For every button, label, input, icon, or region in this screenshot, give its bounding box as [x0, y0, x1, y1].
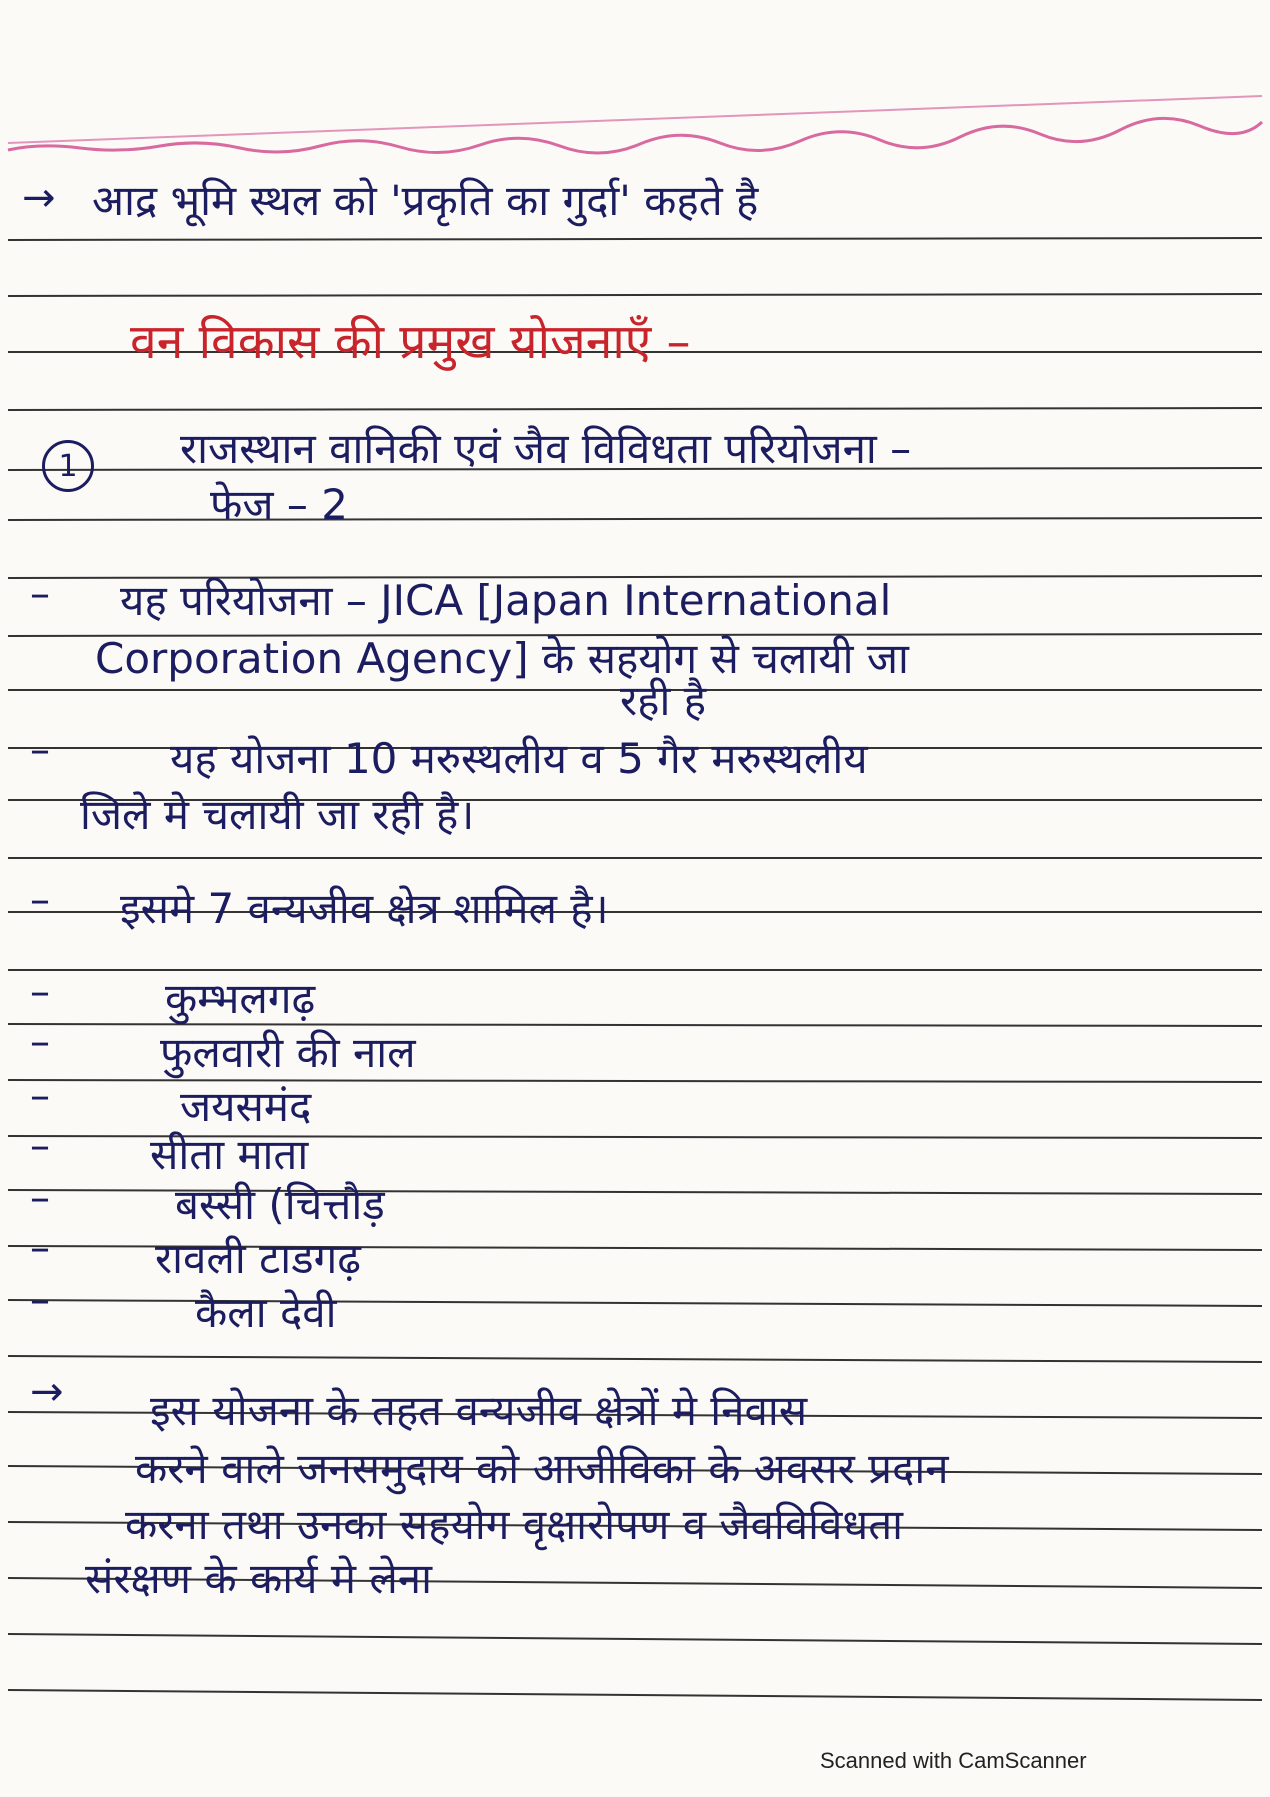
right-arrow-icon: →	[30, 1369, 64, 1415]
dash-bullet-icon: –	[30, 1225, 50, 1271]
note-line-wetland: आद्र भूमि स्थल को 'प्रकृति का गुर्दा' कहते है	[92, 176, 759, 225]
item-title: राजस्थान वानिकी एवं जैव विविधता परियोजना –	[180, 424, 912, 473]
list-item: कुम्भलगढ़	[165, 974, 316, 1023]
districts-line-2: जिले मे चलायी जा रही है।	[80, 790, 475, 839]
item-phase: फेज – 2	[210, 480, 348, 529]
livelihood-line-3: करना तथा उनका सहयोग वृक्षारोपण व जैवविविधता	[125, 1500, 904, 1549]
dash-bullet-icon: –	[30, 1277, 50, 1323]
dash-bullet-icon: –	[30, 877, 50, 923]
list-item: कैला देवी	[195, 1288, 337, 1337]
list-item: सीता माता	[150, 1130, 309, 1179]
scanner-watermark: Scanned with CamScanner	[820, 1748, 1087, 1773]
item-number-badge: 1	[42, 440, 94, 492]
livelihood-line-2: करने वाले जनसमुदाय को आजीविका के अवसर प्रदान	[135, 1444, 949, 1493]
dash-bullet-icon: –	[30, 969, 50, 1015]
wildlife-count-line: इसमे 7 वन्यजीव क्षेत्र शामिल है।	[120, 884, 609, 933]
right-arrow-icon: →	[22, 175, 56, 221]
jica-line-3: रही है	[620, 676, 707, 725]
livelihood-line-1: इस योजना के तहत वन्यजीव क्षेत्रों मे निवास	[150, 1386, 808, 1435]
list-item: जयसमंद	[180, 1082, 312, 1131]
dash-bullet-icon: –	[30, 571, 50, 617]
dash-bullet-icon: –	[30, 1175, 50, 1221]
dash-bullet-icon: –	[30, 1123, 50, 1169]
livelihood-line-4: संरक्षण के कार्य मे लेना	[85, 1554, 432, 1603]
jica-line-1: यह परियोजना – JICA [Japan International	[120, 576, 892, 625]
section-heading: वन विकास की प्रमुख योजनाएँ –	[130, 314, 691, 370]
jica-line-2: Corporation Agency] के सहयोग से चलायी जा	[95, 634, 909, 683]
dash-bullet-icon: –	[30, 1073, 50, 1119]
list-item: फुलवारी की नाल	[160, 1028, 416, 1077]
dash-bullet-icon: –	[30, 1019, 50, 1065]
dash-bullet-icon: –	[30, 727, 50, 773]
list-item: रावली टाडगढ़	[155, 1234, 361, 1283]
districts-line-1: यह योजना 10 मरुस्थलीय व 5 गैर मरुस्थलीय	[170, 734, 868, 783]
list-item: बस्सी (चित्तौड़	[175, 1180, 385, 1229]
